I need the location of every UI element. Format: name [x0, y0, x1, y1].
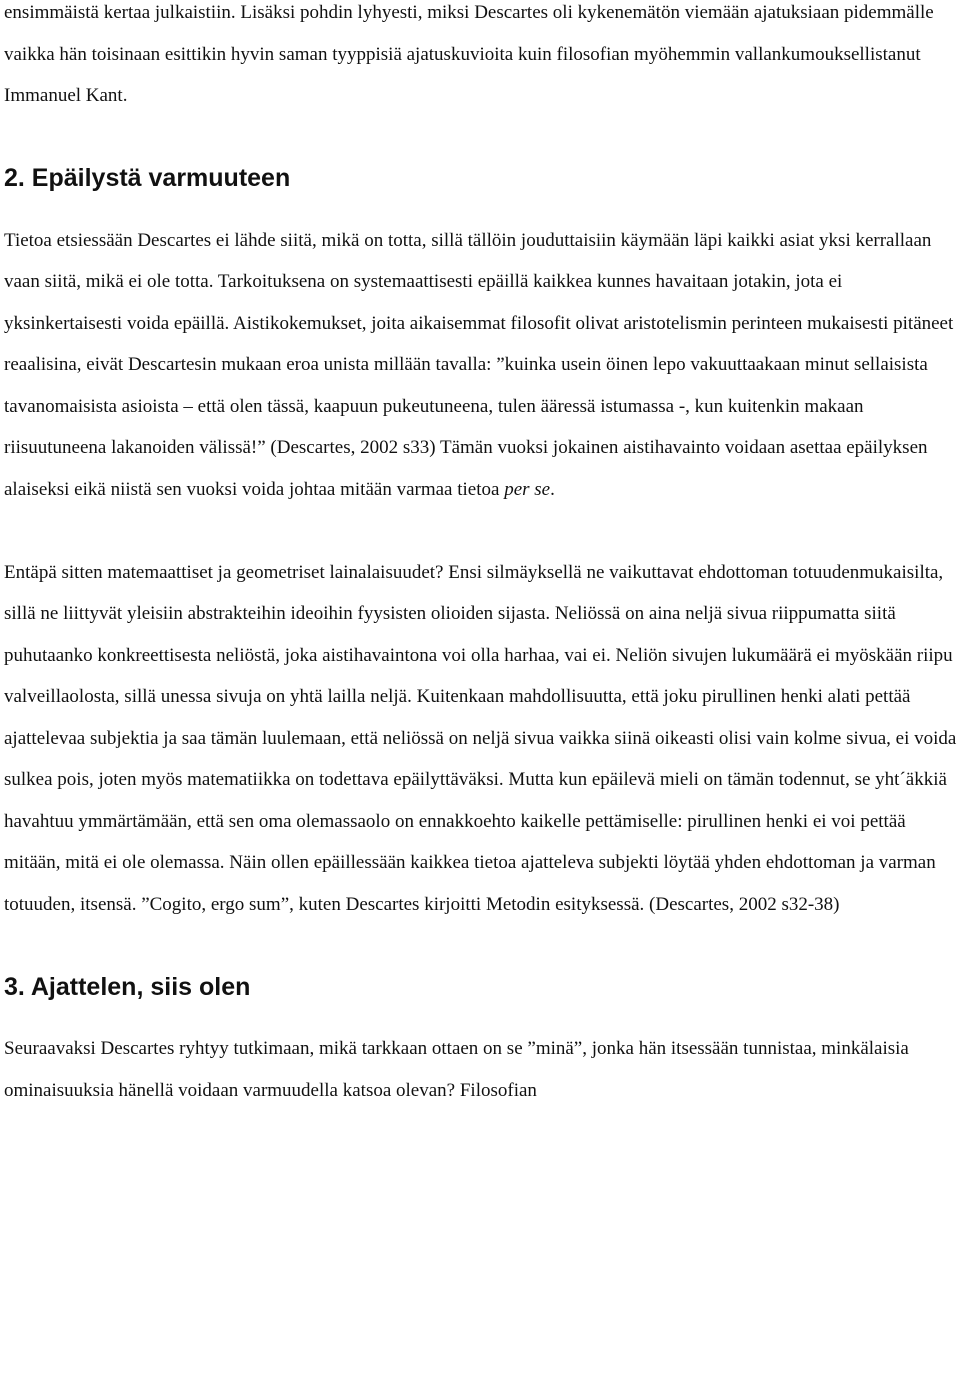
section-heading-3: 3. Ajattelen, siis olen [4, 972, 251, 1001]
document-page [4, 0, 958, 1111]
intro-paragraph: ensimmäistä kertaa julkaistiin. Lisäksi pohdin lyhyesti, miksi Descartes oli kykenemätön viemään ajatuksiaan pidemmälle vaikka hän toisinaan esittikin hyvin saman tyyppisiä ajatuskuvioita kuin filosofian myöhemmin vallankumouksellistanut Immanuel Kant. [4, 2, 934, 106]
section2-paragraph-1-text: Tietoa etsiessään Descartes ei lähde siitä, mikä on totta, sillä tällöin jouduttaisiin käymään läpi kaikki asiat yksi kerrallaan vaan siitä, mikä ei ole totta. Tarkoituksena on systemaattisesti epäillä kaikkea kunnes havaitaan jotakin, jota ei yksinkertaisesti voida epäillä. Aistikokemukset, joita aikaisemmat filosofit olivat aristotelismin perinteen mukaisesti pitäneet reaalisina, eivät Descartesin mukaan eroa unista millään tavalla: ”kuinka usein öinen lepo vakuuttaakaan minut sellaisista tavanomaisista asioista – että olen tässä, kaapuun pukeutuneena, tulen ääressä istumassa -, kun kuitenkin makaan riisuutuneena lakanoiden välissä!” (Descartes, 2002 s33) Tämän vuoksi jokainen aistihavainto voidaan asettaa epäilyksen alaiseksi eikä niistä sen vuoksi voida johtaa mitään varmaa tietoa [4, 229, 954, 500]
section2-paragraph-1 [4, 220, 958, 511]
spacer [4, 117, 958, 159]
spacer [4, 925, 958, 967]
latin-phrase: per se [504, 478, 551, 500]
spacer [4, 510, 958, 552]
spacer [4, 200, 958, 220]
section3-paragraph-1: Seuraavaksi Descartes ryhtyy tutkimaan, mikä tarkkaan ottaen on se ”minä”, jonka hän itsessään tunnistaa, minkälaisia ominaisuuksia hänellä voidaan varmuudella katsoa olevan? Filosofian [4, 1038, 909, 1101]
section-heading-2: 2. Epäilystä varmuuteen [4, 164, 291, 192]
spacer [4, 1008, 958, 1028]
section2-paragraph-1-end: . [550, 478, 555, 500]
section2-paragraph-2: Entäpä sitten matemaattiset ja geometriset lainalaisuudet? Ensi silmäyksellä ne vaikuttavat ehdottoman totuudenmukaisilta, sillä ne liittyvät yleisiin abstrakteihin ideoihin fyysisten olioiden sijasta. Neliössä on aina neljä sivua riippumatta siitä puhutaanko konkreettisesta neliöstä, joka aistihavaintona voi olla harhaa, vai ei. Neliön sivujen lukumäärä ei myöskään riipu valveillaolosta, sillä unessa sivuja on yhtä lailla neljä. Kuitenkaan mahdollisuutta, että joku pirullinen henki alati pettää ajattelevaa subjektia ja saa tämän luulemaan, että neliössä on neljä sivua vaikka siinä oikeasti olisi vain kolme sivua, ei voida sulkea pois, joten myös matematiikka on todettava epäilyttäväksi. Mutta kun epäilevä mieli on tämän todennut, se yht´äkkiä havahtuu ymmärtämään, että sen oma olemassaolo on ennakkoehto kaikelle pettämiselle: pirullinen henki ei voi pettää mitään, mitä ei ole olemassa. Näin ollen epäillessään kaikkea tietoa ajatteleva subjekti löytää yhden ehdottoman ja varman totuuden, itsensä. ”Cogito, ergo sum”, kuten Descartes kirjoitti Metodin esityksessä. (Descartes, 2002 s32-38) [4, 561, 957, 915]
